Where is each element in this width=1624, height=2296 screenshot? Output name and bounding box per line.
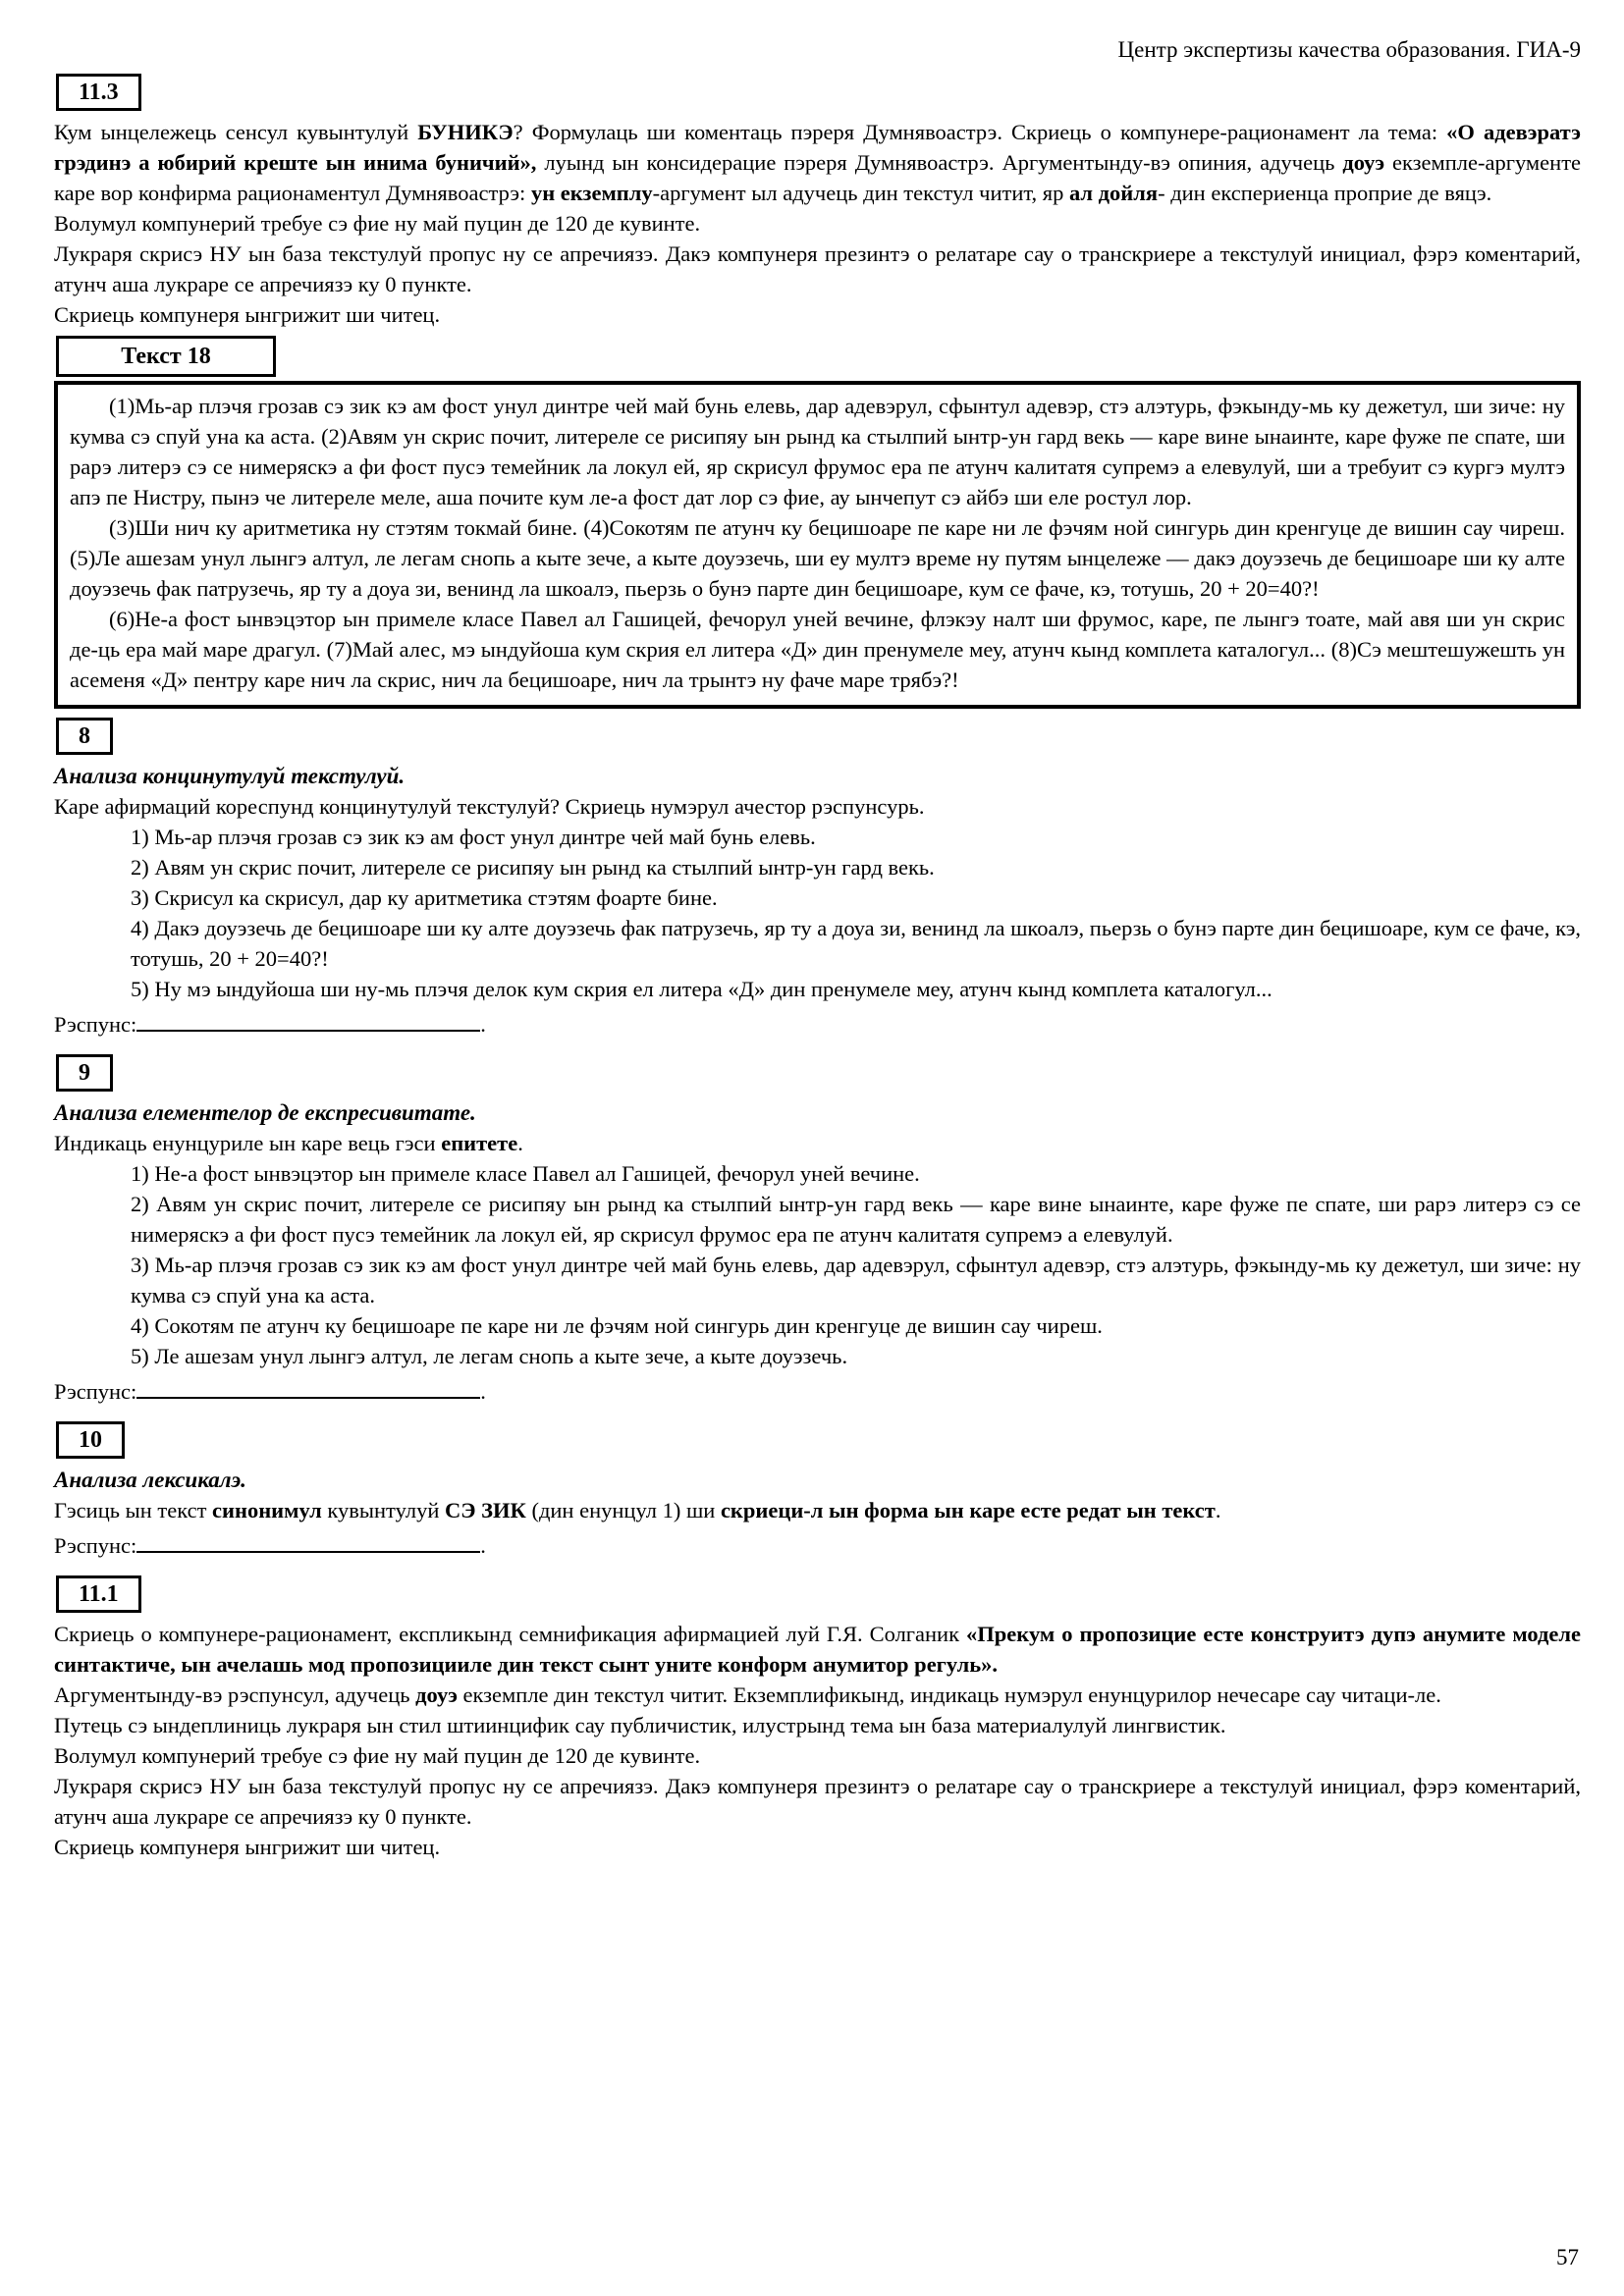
- task-11-3-intro: Кум ынцележець сенсул кувынтулуй БУНИКЭ? Формулаць ши коментаць пэреря Думнявоастрэ. Скриець о компунере-рационамент ла тема: «О адевэратэ грэдинэ а юбирий креште ын инима буничий», луынд ын консидерацие пэреря Думнявоастрэ. Аргументынду-вэ опиния, адучець доуэ екземпле-аргументе каре вор конфирма рационаментул Думнявоастрэ: ун екземплу-аргумент ыл адучець дин текстул читит, яр ал дойля- дин експериенца проприе де вяцэ.: [54, 120, 1582, 205]
- answer-blank: [136, 1527, 480, 1553]
- task-number-box-11-3: 11.3: [56, 74, 141, 111]
- task-11-3-note: Лукраря скрисэ НУ ын база текстулуй пропус ну се апречиязэ. Дакэ компунеря презинтэ о релатаре сау о транскриере а текстулуй инициал, фэрэ коментарий, атунч аша лукраре се апречиязэ ку 0 пункте.: [54, 241, 1581, 296]
- task-9-answer-line: [54, 1373, 1581, 1409]
- task-10-question: Гэсиць ын текст синонимул кувынтулуй СЭ ЗИК (дин енунцул 1) ши скриеци-л ын форма ын каре есте редат ын текст.: [54, 1498, 1221, 1522]
- task-9-option: 2) Авям ун скрис почит, литереле се рисипяу ын рынд ка стылпий ынтр-ун гард векь — каре вине ынаинте, каре фуже пе спате, ши рарэ литерэ сэ се нимеряскэ а фи фост пусэ темейник ла локул ей, яр скрисул фрумос ера пе атунч калитатя супремэ а елевулуй.: [131, 1192, 1581, 1247]
- text-18-paragraph: (6)Не-а фост ынвэцэтор ын примеле класе Павел ал Гашицей, фечорул уней вечине, флэкэу налт ши фрумос, каре, пе лынгэ тоате, май авя ши ун скрис де-ць ера май маре драгул. (7)Май алес, мэ ындуйоша кум скрия ел литера «Д» дин пренумеле меу, атунч кынд комплета каталогул... (8)Сэ мештешужешть ун асеменя «Д» пентру каре нич ла скрис, нич ла бецишоаре, нич ла трынтэ ну фаче маре трябэ?!: [70, 607, 1565, 692]
- task-11-3-volume: Волумул компунерий требуе сэ фие ну май пуцин де 120 де кувинте.: [54, 211, 701, 236]
- text-18-label: Текст 18: [56, 336, 276, 377]
- answer-label: Рэспунс:: [54, 1533, 137, 1558]
- answer-period: .: [480, 1379, 486, 1404]
- task-11-1-note: Лукраря скрисэ НУ ын база текстулуй пропус ну се апречиязэ. Дакэ компунеря презинтэ о релатаре сау о транскриере а текстулуй инициал, фэрэ коментарий, атунч аша лукраре се апречиязэ ку 0 пункте.: [54, 1774, 1581, 1829]
- task-9-option: 3) Мь-ар плэчя грозав сэ зик кэ ам фост унул динтре чей май бунь елевь, дар адевэрул, сфынтул адевэр, стэ алэтурь, фэкынду-мь ку дежетул, ши зиче: ну кумва сэ спуй уна ка аста.: [131, 1253, 1581, 1308]
- task-11-1-volume: Волумул компунерий требуе сэ фие ну май пуцин де 120 де кувинте.: [54, 1743, 701, 1768]
- page-header: Центр экспертизы качества образования. ГИА-9: [1117, 37, 1581, 62]
- task-number-box-10: 10: [56, 1421, 125, 1459]
- task-8-option: 2) Авям ун скрис почит, литереле се рисипяу ын рынд ка стылпий ынтр-ун гард векь.: [131, 855, 935, 880]
- task-number-box-8: 8: [56, 718, 113, 755]
- page-number: 57: [1556, 2245, 1579, 2269]
- task-9-option: 5) Ле ашезам унул лынгэ алтул, ле легам снопь а кыте зече, а кыте доуэзечь.: [131, 1344, 848, 1368]
- answer-blank: [136, 1373, 480, 1399]
- task-9-option: 4) Сокотям пе атунч ку бецишоаре пе каре ни ле фэчям ной сингурь дин кренгуце де вишин сау чиреш.: [131, 1313, 1103, 1338]
- task-9-heading: Анализа елементелор де експресивитате.: [54, 1100, 476, 1125]
- answer-blank: [136, 1006, 480, 1032]
- task-8-answer-line: [54, 1006, 1581, 1041]
- task-9-options: [131, 1158, 1581, 1371]
- task-number-box-9: 9: [56, 1054, 113, 1092]
- task-10-heading: Анализа лексикалэ.: [54, 1468, 246, 1492]
- task-11-3-neat: Скриець компунеря ынгрижит ши читец.: [54, 302, 441, 327]
- text-18-box: [54, 381, 1581, 709]
- task-8-heading: Анализа концинутулуй текстулуй.: [54, 764, 406, 788]
- task-9-question: Индикаць енунцуриле ын каре вець гэси епитете.: [54, 1131, 523, 1155]
- text-18-paragraph: (1)Мь-ар плэчя грозав сэ зик кэ ам фост унул динтре чей май бунь елевь, дар адевэрул, сфынтул адевэр, стэ алэтурь, фэкынду-мь ку дежетул, ши зиче: ну кумва сэ спуй уна ка аста. (2)Авям ун скрис почит, литереле се рисипяу ын рынд ка стылпий ынтр-ун гард векь — каре вине ынаинте, каре фуже пе спате, ши рарэ литерэ сэ се нимеряскэ а фи фост пусэ темейник ла локул ей, яр скрисул фрумос ера пе атунч калитатя супремэ а елевулуй, ши а требуит сэ кургэ мултэ апэ пе Нистру, пынэ че литереле меле, аша почите кум ле-а фост дат лор сэ фие, ау ынчепут сэ айбэ ши еле ростул лор.: [70, 394, 1565, 509]
- answer-label: Рэспунс:: [54, 1012, 137, 1037]
- task-11-1-neat: Скриець компунеря ынгрижит ши читец.: [54, 1835, 441, 1859]
- task-11-1-argument: Аргументынду-вэ рэспунсул, адучець доуэ екземпле дин текстул читит. Екземплификынд, индикаць нумэрул енунцурилор нечесаре сау читаци-ле.: [54, 1682, 1441, 1707]
- task-11-1-style-note: Путець сэ ындеплиниць лукраря ын стил штиинцифик сау публичистик, илустрынд тема ын база материалулуй лингвистик.: [54, 1713, 1226, 1737]
- text-18-paragraph: (3)Ши нич ку аритметика ну стэтям токмай бине. (4)Сокотям пе атунч ку бецишоаре пе каре ни ле фэчям ной сингурь дин кренгуце де вишин сау чиреш. (5)Ле ашезам унул лынгэ алтул, ле легам снопь а кыте зече, а кыте доуэзечь, ши еу мултэ време ну путям ынцележе — дакэ доуэзечь де бецишоаре ши ку алте доуэзечь фак патрузечь, яр ту а доуа зи, венинд ла шкоалэ, пьерзь о бунэ парте дин бецишоаре, кум се фаче, кэ, тотушь, 20 + 20=40?!: [70, 515, 1565, 601]
- answer-period: .: [480, 1012, 486, 1037]
- task-9-option: 1) Не-а фост ынвэцэтор ын примеле класе Павел ал Гашицей, фечорул уней вечине.: [131, 1161, 920, 1186]
- answer-period: .: [480, 1533, 486, 1558]
- answer-label: Рэспунс:: [54, 1379, 137, 1404]
- task-10-answer-line: [54, 1527, 1581, 1563]
- task-8-option: 5) Ну мэ ындуйоша ши ну-мь плэчя делок кум скрия ел литера «Д» дин пренумеле меу, атунч кынд комплета каталогул...: [131, 977, 1272, 1001]
- task-8-option: 3) Скрисул ка скрисул, дар ку аритметика стэтям фоарте бине.: [131, 885, 718, 910]
- task-8-options: [131, 822, 1581, 1004]
- task-8-option: 1) Мь-ар плэчя грозав сэ зик кэ ам фост унул динтре чей май бунь елевь.: [131, 825, 816, 849]
- task-8-option: 4) Дакэ доуэзечь де бецишоаре ши ку алте доуэзечь фак патрузечь, яр ту а доуа зи, венинд ла шкоалэ, пьерзь о бунэ парте дин бецишоаре, кум се фаче, кэ, тотушь, 20 + 20=40?!: [131, 916, 1581, 971]
- task-number-box-11-1: 11.1: [56, 1575, 141, 1613]
- task-11-1-intro: Скриець о компунере-рационамент, експликынд семнификация афирмацией луй Г.Я. Солганик «Прекум о пропозицие есте конструитэ дупэ анумите моделе синтактиче, ын ачелашь мод пропозицииле дин текст сынт уните конформ анумитор регуль».: [54, 1622, 1581, 1677]
- task-8-question: Каре афирмаций кореспунд концинутулуй текстулуй? Скриець нумэрул ачестор рэспунсурь.: [54, 794, 925, 819]
